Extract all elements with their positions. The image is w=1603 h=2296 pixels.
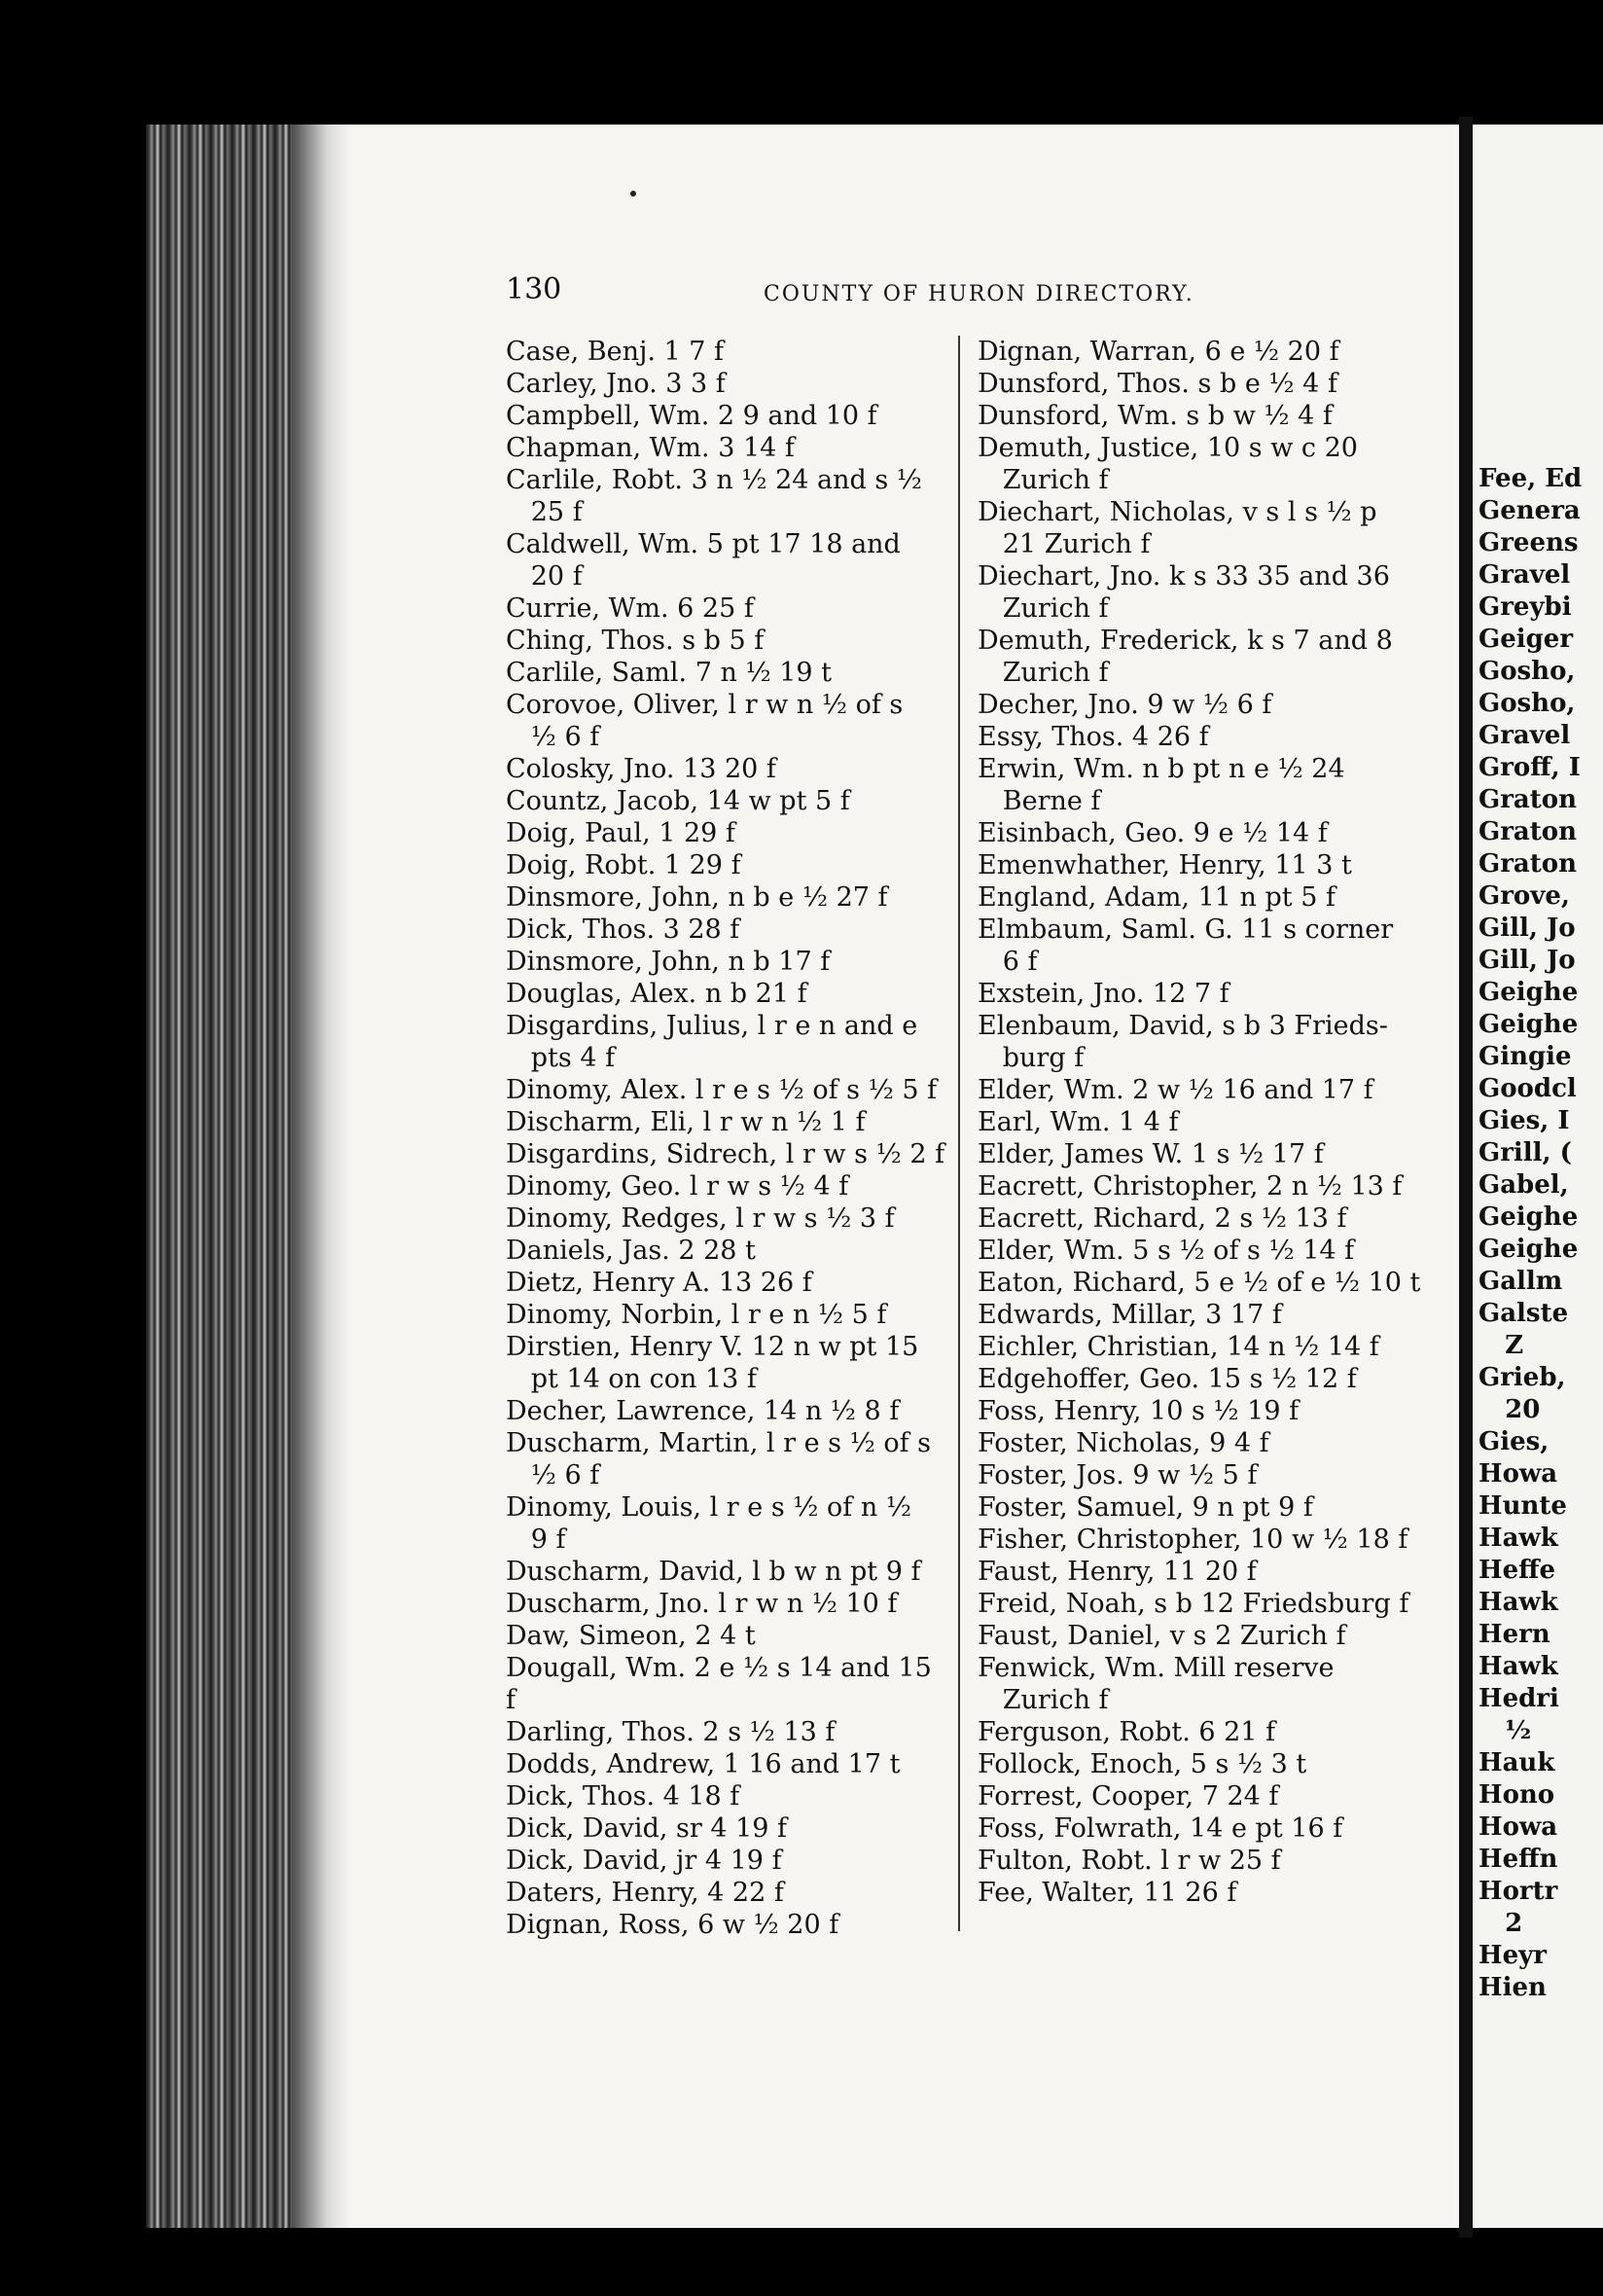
directory-entry: Gingie [1478, 1042, 1572, 1071]
directory-entry: Dunsford, Wm. s b w ½ 4 f [978, 401, 1333, 431]
directory-entry: Elmbaum, Saml. G. 11 s corner 6 f [978, 915, 1394, 977]
directory-entry: Eacrett, Christopher, 2 n ½ 13 f [978, 1171, 1403, 1202]
directory-entry: Foster, Samuel, 9 n pt 9 f [978, 1492, 1313, 1523]
directory-entry: Hern [1478, 1620, 1550, 1649]
directory-entry: Hortr [1478, 1877, 1558, 1906]
directory-entry: Gosho, [1478, 657, 1576, 686]
directory-entry: Gabel, [1478, 1170, 1569, 1200]
directory-entry: Dinomy, Redges, l r w s ½ 3 f [506, 1203, 895, 1234]
directory-entry: Fulton, Robt. l r w 25 f [978, 1846, 1281, 1876]
page-gutter [1459, 117, 1473, 2238]
directory-entry: Galste [1478, 1299, 1569, 1328]
directory-entry: Gallm [1478, 1267, 1563, 1296]
directory-entry: Daters, Henry, 4 22 f [506, 1878, 784, 1908]
directory-entry: 20 [1478, 1395, 1541, 1424]
directory-entry: Gosho, [1478, 689, 1576, 718]
directory-entry: ½ [1478, 1716, 1532, 1745]
directory-entry: Elder, Wm. 2 w ½ 16 and 17 f [978, 1075, 1373, 1105]
directory-entry: Hawk [1478, 1588, 1558, 1617]
directory-entry: Carlile, Robt. 3 n ½ 24 and s ½ 25 f [506, 465, 922, 527]
directory-entry: Elder, James W. 1 s ½ 17 f [978, 1139, 1324, 1169]
directory-entry: Gill, Jo [1478, 946, 1576, 975]
directory-entry: Elder, Wm. 5 s ½ of s ½ 14 f [978, 1236, 1355, 1266]
directory-entry: England, Adam, 11 n pt 5 f [978, 882, 1336, 913]
directory-entry: Gill, Jo [1478, 914, 1576, 943]
directory-entry: Disgardins, Sidrech, l r w s ½ 2 f [506, 1139, 945, 1169]
directory-entry: Dinsmore, John, n b e ½ 27 f [506, 882, 888, 913]
directory-entry: Z [1478, 1331, 1524, 1360]
directory-entry: Erwin, Wm. n b pt n e ½ 24 Berne f [978, 754, 1345, 816]
directory-entry: Diechart, Nicholas, v s l s ½ p 21 Zurich f [978, 497, 1377, 559]
directory-entry: Geighe [1478, 1010, 1579, 1039]
directory-entry: Dougall, Wm. 2 e ½ s 14 and 15 f [506, 1653, 941, 1715]
directory-entry: Dinsmore, John, n b 17 f [506, 947, 831, 977]
directory-entry: Dirstien, Henry V. 12 n w pt 15 pt 14 on con 13 f [506, 1332, 919, 1394]
directory-entry: Grieb, [1478, 1363, 1566, 1392]
directory-entry: Groff, I [1478, 753, 1581, 782]
directory-entry: Currie, Wm. 6 25 f [506, 593, 754, 624]
directory-entry: Graton [1478, 785, 1578, 814]
directory-entry: Dunsford, Thos. s b e ½ 4 f [978, 369, 1337, 399]
directory-entry: Countz, Jacob, 14 w pt 5 f [506, 786, 850, 816]
directory-entry: Eichler, Christian, 14 n ½ 14 f [978, 1332, 1379, 1362]
directory-entry: Dignan, Warran, 6 e ½ 20 f [978, 337, 1339, 367]
next-page-edge [1473, 125, 1603, 2228]
directory-entry: Eacrett, Richard, 2 s ½ 13 f [978, 1203, 1347, 1234]
directory-entry: Corovoe, Oliver, l r w n ½ of s ½ 6 f [506, 690, 904, 752]
directory-entry: Foster, Nicholas, 9 4 f [978, 1428, 1269, 1458]
directory-entry: Graton [1478, 849, 1578, 879]
directory-entry: 2 [1478, 1909, 1523, 1938]
directory-entry: Gies, I [1478, 1106, 1570, 1135]
directory-entry: Discharm, Eli, l r w n ½ 1 f [506, 1107, 866, 1137]
directory-entry: Dinomy, Geo. l r w s ½ 4 f [506, 1171, 849, 1202]
directory-entry: Hono [1478, 1780, 1555, 1810]
directory-entry: Case, Benj. 1 7 f [506, 337, 725, 367]
directory-entry: Dodds, Andrew, 1 16 and 17 t [506, 1749, 901, 1779]
directory-entry: Decher, Lawrence, 14 n ½ 8 f [506, 1396, 900, 1426]
directory-entry: Hawk [1478, 1652, 1558, 1681]
directory-entry: Heffe [1478, 1556, 1555, 1585]
directory-entry: Dinomy, Norbin, l r e n ½ 5 f [506, 1300, 887, 1330]
directory-entry: Foss, Henry, 10 s ½ 19 f [978, 1396, 1300, 1426]
directory-entry: Demuth, Justice, 10 s w c 20 Zurich f [978, 433, 1358, 495]
directory-entry: Grill, ( [1478, 1138, 1572, 1167]
directory-entry: Dick, David, jr 4 19 f [506, 1846, 782, 1876]
directory-entry: Essy, Thos. 4 26 f [978, 722, 1209, 752]
directory-entry: Emenwhather, Henry, 11 3 t [978, 850, 1352, 880]
directory-entry: Doig, Paul, 1 29 f [506, 818, 735, 848]
directory-entry: Hedri [1478, 1684, 1559, 1713]
page-number: 130 [506, 272, 562, 306]
directory-entry: Edwards, Millar, 3 17 f [978, 1300, 1282, 1330]
directory-entry: Grove, [1478, 881, 1570, 911]
directory-entry: Geiger [1478, 625, 1574, 654]
directory-entry: Geighe [1478, 978, 1579, 1007]
directory-entry: Howa [1478, 1812, 1558, 1842]
directory-entry: Dignan, Ross, 6 w ½ 20 f [506, 1910, 839, 1940]
directory-entry: Gravel [1478, 560, 1571, 590]
directory-entry: Heyr [1478, 1941, 1547, 1970]
directory-entry: Dietz, Henry A. 13 26 f [506, 1268, 812, 1298]
directory-entry: Fee, Ed [1478, 464, 1583, 493]
directory-entry: Geighe [1478, 1202, 1579, 1232]
directory-entry: Elenbaum, David, s b 3 Frieds- burg f [978, 1011, 1388, 1073]
directory-entry: Goodcl [1478, 1074, 1577, 1103]
directory-entry: Dick, Thos. 3 28 f [506, 915, 740, 945]
directory-entry: Howa [1478, 1459, 1558, 1489]
directory-entry: Daniels, Jas. 2 28 t [506, 1236, 756, 1266]
directory-entry: Forrest, Cooper, 7 24 f [978, 1781, 1279, 1812]
directory-entry: Dick, David, sr 4 19 f [506, 1813, 788, 1844]
directory-entry: Faust, Henry, 11 20 f [978, 1557, 1257, 1587]
directory-entry: Hunte [1478, 1491, 1567, 1521]
directory-entry: Geighe [1478, 1235, 1579, 1264]
directory-entry: Freid, Noah, s b 12 Friedsburg f [978, 1589, 1409, 1619]
directory-entry: Hawk [1478, 1524, 1558, 1553]
directory-entry: Follock, Enoch, 5 s ½ 3 t [978, 1749, 1307, 1779]
directory-entry: Hauk [1478, 1748, 1555, 1777]
directory-entry: Colosky, Jno. 13 20 f [506, 754, 776, 784]
directory-entry: Diechart, Jno. k s 33 35 and 36 Zurich f [978, 561, 1390, 624]
directory-entry: Dinomy, Louis, l r e s ½ of n ½ 9 f [506, 1492, 912, 1555]
directory-entry: Gravel [1478, 721, 1571, 750]
directory-entry: Hien [1478, 1973, 1547, 2002]
directory-entry: Carley, Jno. 3 3 f [506, 369, 726, 399]
directory-entry: Darling, Thos. 2 s ½ 13 f [506, 1717, 836, 1747]
directory-entry: Heffn [1478, 1845, 1558, 1874]
directory-entry: Earl, Wm. 1 4 f [978, 1107, 1179, 1137]
directory-entry: Chapman, Wm. 3 14 f [506, 433, 795, 463]
directory-entry: Foster, Jos. 9 w ½ 5 f [978, 1460, 1258, 1490]
ink-dot [630, 191, 636, 197]
directory-entry: Exstein, Jno. 12 7 f [978, 979, 1229, 1009]
directory-entry: Daw, Simeon, 2 4 t [506, 1621, 756, 1651]
directory-entry: Fee, Walter, 11 26 f [978, 1878, 1237, 1908]
directory-entry: Graton [1478, 817, 1578, 846]
right-column [978, 336, 1435, 1909]
directory-entry: Demuth, Frederick, k s 7 and 8 Zurich f [978, 626, 1393, 688]
directory-entry: Carlile, Saml. 7 n ½ 19 t [506, 658, 832, 688]
column-rule [958, 336, 960, 1931]
directory-entry: Doig, Robt. 1 29 f [506, 850, 741, 880]
directory-entry: Campbell, Wm. 2 9 and 10 f [506, 401, 877, 431]
directory-entry: Eisinbach, Geo. 9 e ½ 14 f [978, 818, 1328, 848]
directory-entry: Decher, Jno. 9 w ½ 6 f [978, 690, 1272, 720]
directory-entry: Ferguson, Robt. 6 21 f [978, 1717, 1276, 1747]
directory-entry: Foss, Folwrath, 14 e pt 16 f [978, 1813, 1343, 1844]
directory-entry: Dinomy, Alex. l r e s ½ of s ½ 5 f [506, 1075, 938, 1105]
directory-entry: Edgehoffer, Geo. 15 s ½ 12 f [978, 1364, 1357, 1394]
directory-entry: Gies, [1478, 1427, 1558, 1456]
directory-entry: Ching, Thos. s b 5 f [506, 626, 765, 656]
running-title: COUNTY OF HURON DIRECTORY. [764, 282, 1194, 306]
next-page-column [1478, 463, 1582, 2004]
spine-shadow [292, 125, 350, 2228]
directory-entry: Fenwick, Wm. Mill reserve Zurich f [978, 1653, 1335, 1715]
directory-entry: Duscharm, Jno. l r w n ½ 10 f [506, 1589, 898, 1619]
directory-entry: Genera [1478, 496, 1581, 525]
directory-entry: Disgardins, Julius, l r e n and e pts 4 f [506, 1011, 918, 1073]
directory-entry: Duscharm, David, l b w n pt 9 f [506, 1557, 921, 1587]
directory-entry: Dick, Thos. 4 18 f [506, 1781, 740, 1812]
directory-entry: Greybi [1478, 592, 1572, 622]
directory-entry: Caldwell, Wm. 5 pt 17 18 and 20 f [506, 529, 901, 592]
directory-entry: Greens [1478, 528, 1579, 557]
directory-entry: Duscharm, Martin, l r e s ½ of s ½ 6 f [506, 1428, 932, 1490]
directory-entry: Fisher, Christopher, 10 w ½ 18 f [978, 1525, 1408, 1555]
left-column [506, 336, 948, 1941]
directory-entry: Eaton, Richard, 5 e ½ of e ½ 10 t [978, 1268, 1421, 1298]
directory-entry: Faust, Daniel, v s 2 Zurich f [978, 1621, 1346, 1651]
directory-entry: Douglas, Alex. n b 21 f [506, 979, 807, 1009]
